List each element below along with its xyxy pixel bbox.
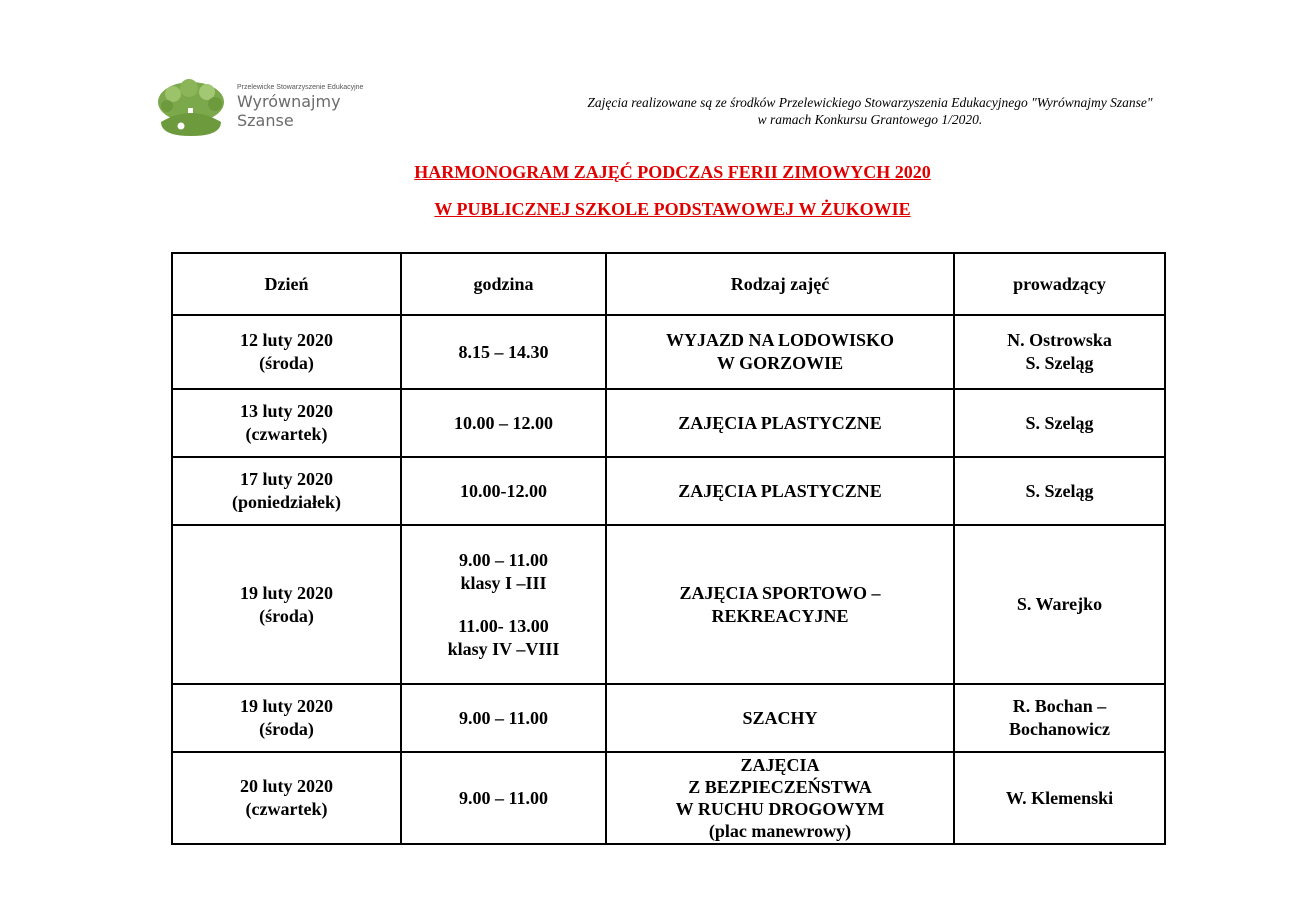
leader-line: Bochanowicz (1009, 719, 1110, 739)
logo-name (237, 92, 367, 130)
day-cell (172, 752, 401, 844)
date-text: 19 luty 2020 (239, 696, 333, 716)
weekday-text: (środa) (259, 605, 314, 626)
date-text: 13 luty 2020 (239, 401, 333, 421)
date-text: 12 luty 2020 (239, 330, 333, 350)
activity-line: ZAJĘCIA SPORTOWO – (679, 582, 881, 603)
document-subtitle: W PUBLICZNEJ SZKOLE PODSTAWOWEJ W ŻUKOWIE (434, 199, 911, 219)
time-cell: 10.00-12.00 (401, 457, 606, 525)
activity-cell (606, 752, 954, 844)
funding-note-line2: w ramach Konkursu Grantowego 1/2020. (757, 112, 983, 127)
leader-line: W. Klemenski (1005, 787, 1114, 808)
table-row (172, 684, 1165, 752)
time-block-time: 9.00 – 11.00 (458, 549, 548, 570)
leader-line: S. Szeląg (1025, 480, 1094, 501)
activity-line: ZAJĘCIA PLASTYCZNE (678, 480, 882, 501)
activity-line: Z BEZPIECZEŃSTWA (688, 777, 872, 797)
activity-line: ZAJĘCIA PLASTYCZNE (678, 412, 882, 433)
leader-line: R. Bochan – (1012, 696, 1107, 716)
document-title: HARMONOGRAM ZAJĘĆ PODCZAS FERII ZIMOWYCH 2020 (414, 162, 931, 182)
activity-cell (606, 457, 954, 525)
activity-cell (606, 389, 954, 457)
activity-line: WYJAZD NA LODOWISKO (665, 330, 895, 350)
day-cell (172, 315, 401, 389)
table-row (172, 389, 1165, 457)
leader-line: N. Ostrowska (1007, 330, 1112, 350)
weekday-text: (poniedziałek) (231, 492, 341, 512)
activity-cell (606, 525, 954, 684)
header-time: godzina (401, 253, 606, 315)
activity-cell (606, 315, 954, 389)
weekday-text: (czwartek) (245, 799, 328, 819)
header-leader: prowadzący (954, 253, 1165, 315)
date-text: 19 luty 2020 (239, 582, 333, 603)
day-cell (172, 684, 401, 752)
logo-organization-small: Przelewicke Stowarzyszenie Edukacyjne (237, 84, 364, 91)
time-block-group: klasy IV –VIII (447, 638, 560, 659)
table-row (172, 752, 1165, 844)
weekday-text: (środa) (259, 353, 314, 373)
activity-line: W RUCHU DROGOWYM (675, 799, 885, 819)
day-cell (172, 389, 401, 457)
leader-cell (954, 315, 1165, 389)
table-row (172, 457, 1165, 525)
leader-line: S. Szeląg (1025, 412, 1094, 433)
date-text: 17 luty 2020 (239, 469, 333, 489)
organization-logo (155, 78, 365, 140)
logo-name-line2: Szanse (237, 111, 294, 130)
funding-note (480, 94, 1260, 128)
leader-cell (954, 752, 1165, 844)
leader-cell (954, 389, 1165, 457)
activity-line: ZAJĘCIA (740, 755, 820, 775)
leader-cell (954, 525, 1165, 684)
time-cell: 8.15 – 14.30 (401, 315, 606, 389)
time-block-group: klasy I –III (460, 572, 547, 593)
leader-cell (954, 457, 1165, 525)
time-block-time: 11.00- 13.00 (458, 615, 549, 636)
table-row (172, 315, 1165, 389)
leader-cell (954, 684, 1165, 752)
funding-note-line1: Zajęcia realizowane są ze środków Przelewickiego Stowarzyszenia Edukacyjnego "Wyrównajmy Szanse" (587, 95, 1153, 110)
date-text: 20 luty 2020 (239, 776, 333, 796)
header-activity: Rodzaj zajęć (606, 253, 954, 315)
activity-line: SZACHY (742, 707, 818, 728)
activity-line: (plac manewrowy) (708, 821, 852, 841)
activity-line: W GORZOWIE (716, 353, 844, 373)
leader-line: S. Szeląg (1025, 353, 1094, 373)
table-header-row (172, 253, 1165, 315)
weekday-text: (środa) (259, 719, 314, 739)
tree-logo-icon (155, 78, 227, 138)
activity-line: REKREACYJNE (711, 605, 849, 626)
table-row (172, 525, 1165, 684)
day-cell (172, 525, 401, 684)
leader-line: S. Warejko (1016, 594, 1103, 614)
logo-name-line1: Wyrównajmy (237, 92, 341, 111)
day-cell (172, 457, 401, 525)
activity-cell (606, 684, 954, 752)
time-cell: 9.00 – 11.00 (401, 684, 606, 752)
time-block-spacer (408, 595, 599, 615)
weekday-text: (czwartek) (245, 424, 328, 444)
time-cell (401, 525, 606, 684)
schedule-table (171, 252, 1166, 845)
time-cell: 10.00 – 12.00 (401, 389, 606, 457)
time-cell: 9.00 – 11.00 (401, 752, 606, 844)
header-day: Dzień (172, 253, 401, 315)
